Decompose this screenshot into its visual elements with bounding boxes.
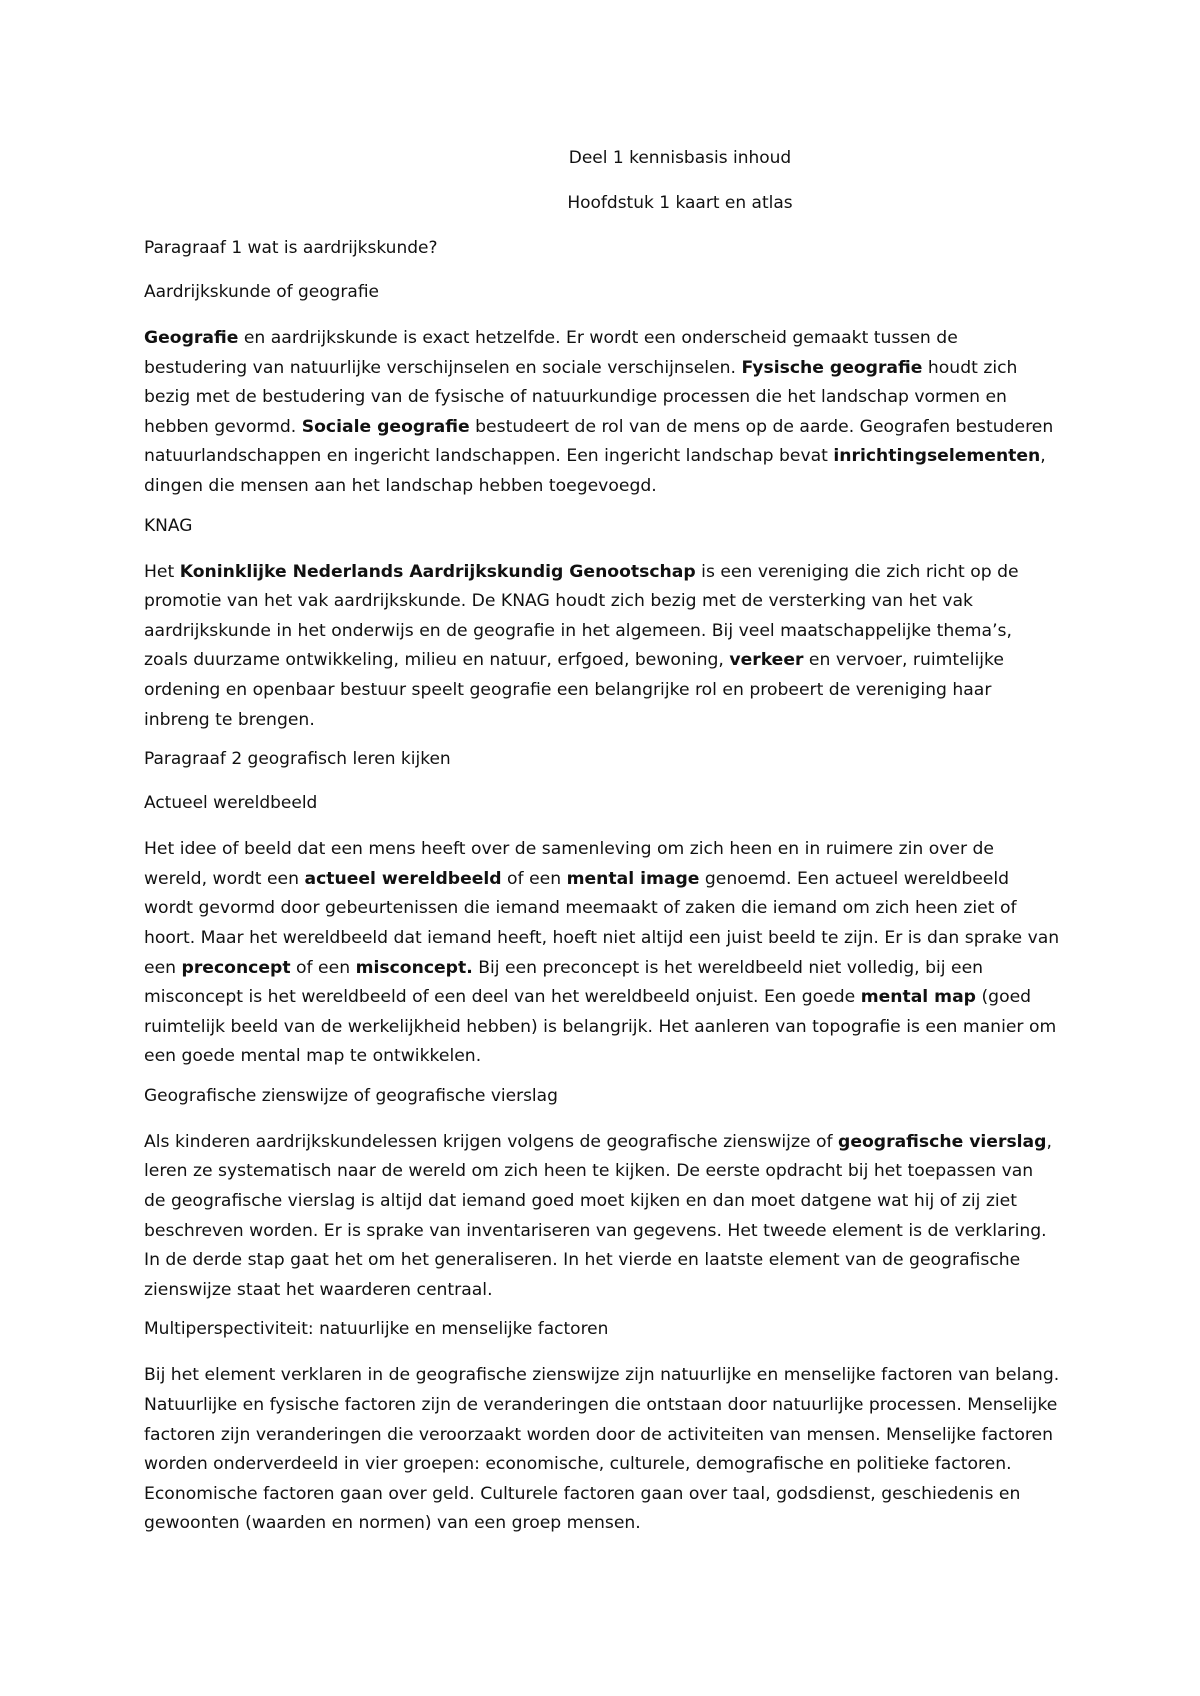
paragraph-knag (144, 558, 1060, 736)
paragraph-factoren (144, 1361, 1060, 1539)
text-run: , dingen die mensen aan het landschap hebben toegevoegd. (144, 446, 1046, 496)
text-run: Het (144, 561, 180, 582)
paragraph-wereldbeeld (144, 835, 1060, 1072)
text-run: Bij een preconcept is het wereldbeeld niet volledig, bij een misconcept is het wereldbeeld of een deel van het wereldbeeld onjuist. Een goede (144, 957, 984, 1008)
text-run: Als kinderen aardrijkskundelessen krijgen volgens de geografische zienswijze of (144, 1131, 839, 1152)
document-title: Deel 1 kennisbasis inhoud (568, 148, 792, 168)
bold-term: Koninklijke Nederlands Aardrijkskundig Genootschap (179, 561, 696, 582)
paragraph-zienswijze (144, 1128, 1060, 1306)
bold-term: actueel wereldbeeld (304, 868, 502, 889)
subheading-actueel-wereldbeeld: Actueel wereldbeeld (144, 793, 318, 814)
text-run: Bij het element verklaren in de geografische zienswijze zijn natuurlijke en menselijke factoren van belang. Natuurlijke en fysische factoren zijn de veranderingen die ontstaan door natuurlijke processen. Menselijke factoren zijn veranderingen die veroorzaakt worden door de activiteiten van mensen. Menselijke factoren worden onderverdeeld in vier groepen: economische, culturele, demografische en politieke factoren. Economische factoren gaan over geld. Culturele factoren gaan over taal, godsdienst, geschiedenis en gewoonten (waarden en normen) van een groep mensen. (144, 1365, 1060, 1534)
text-run: is een vereniging die zich richt op de promotie van het vak aardrijkskunde. De KNAG houdt zich bezig met de versterking van het vak aardrijkskunde in het onderwijs en de geografie in het algemeen. Bij veel maatschappelijke thema’s, zoals duurzame ontwikkeling, milieu en natuur, erfgoed, bewoning, (144, 561, 1019, 671)
text-run: genoemd. Een actueel wereldbeeld wordt gevormd door gebeurtenissen die iemand meemaakt of zaken die iemand om zich heen ziet of hoort. Maar het wereldbeeld dat iemand heeft, hoeft niet altijd een juist beeld te zijn. Er is dan sprake van een (144, 868, 1060, 978)
text-run: bestudeert de rol van de mens op de aarde. Geografen bestuderen natuurlandschappen en ingericht landschappen. Een ingericht landschap bevat (144, 416, 1054, 467)
bold-term: inrichtingselementen (833, 446, 1041, 467)
bold-term: mental image (566, 868, 700, 889)
bold-term: Geografie (144, 328, 239, 348)
subheading-aardrijkskunde: Aardrijkskunde of geografie (144, 282, 379, 302)
text-run: en aardrijkskunde is exact hetzelfde. Er wordt een onderscheid gemaakt tussen de bestudering van natuurlijke verschijnselen en sociale verschijnselen. (144, 328, 958, 378)
subheading-knag: KNAG (144, 515, 193, 536)
subheading-multiperspectiviteit: Multiperspectiviteit: natuurlijke en menselijke factoren (144, 1319, 609, 1340)
chapter-title: Hoofdstuk 1 kaart en atlas (567, 193, 793, 213)
bold-term: geografische vierslag (838, 1131, 1047, 1152)
text-run: houdt zich bezig met de bestudering van de fysische of natuurkundige processen die het landschap vormen en hebben gevormd. (144, 357, 1018, 437)
text-run: Het idee of beeld dat een mens heeft over de samenleving om zich heen en in ruimere zin over de wereld, wordt een (144, 839, 995, 889)
text-run: of een (501, 868, 567, 889)
section-heading-paragraaf-1: Paragraaf 1 wat is aardrijkskunde? (144, 238, 438, 258)
paragraph-geografie (144, 324, 1060, 502)
subheading-zienswijze: Geografische zienswijze of geografische vierslag (144, 1085, 558, 1106)
bold-term: Sociale geografie (301, 416, 470, 437)
section-heading-paragraaf-2: Paragraaf 2 geografisch leren kijken (144, 749, 451, 770)
bold-term: preconcept (181, 957, 291, 978)
text-run: en vervoer, ruimtelijke ordening en openbaar bestuur speelt geografie een belangrijke rol en probeert de vereniging haar inbreng te brengen. (144, 650, 1004, 730)
bold-term: verkeer (729, 650, 804, 671)
text-run: , leren ze systematisch naar de wereld om zich heen te kijken. De eerste opdracht bij het toepassen van de geografische vierslag is altijd dat iemand goed moet kijken en dan moet datgene wat hij of zij ziet beschreven worden. Er is sprake van inventariseren van gegevens. Het tweede element is de verklaring. In de derde stap gaat het om het generaliseren. In het vierde en laatste element van de geografische zienswijze staat het waarderen centraal. (144, 1131, 1052, 1300)
bold-term: misconcept. (355, 957, 473, 978)
bold-term: Fysische geografie (741, 357, 923, 378)
text-run: of een (290, 957, 356, 978)
bold-term: mental map (860, 987, 976, 1008)
text-run: (goed ruimtelijk beeld van de werkelijkheid hebben) is belangrijk. Het aanleren van topografie is een manier om een goede mental map te ontwikkelen. (144, 987, 1057, 1067)
